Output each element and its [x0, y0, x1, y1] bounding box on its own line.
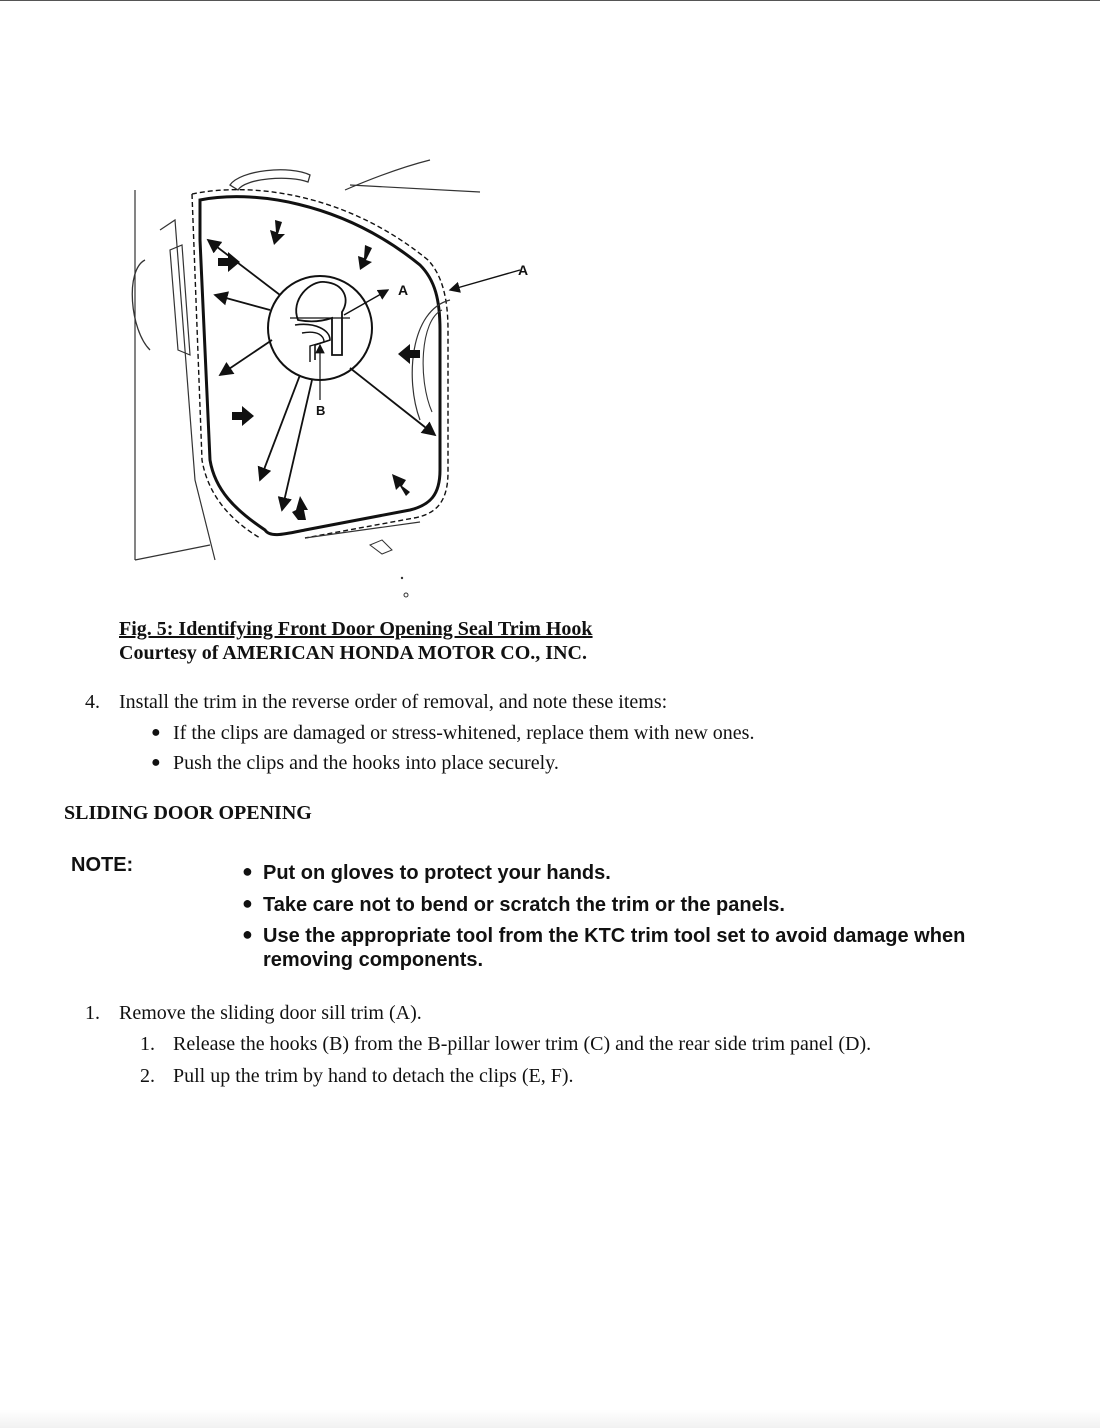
- step-4: [70, 690, 1070, 714]
- bullet-dot: ●: [242, 893, 253, 913]
- bullet-dot: ●: [151, 754, 161, 771]
- bullet-dot: ●: [151, 724, 161, 741]
- label-a-outer: A: [518, 262, 529, 278]
- note-item: Put on gloves to protect your hands.: [263, 862, 611, 884]
- bullet-dot: ●: [242, 924, 253, 944]
- step-text: Install the trim in the reverse order of removal, and note these items:: [119, 691, 668, 713]
- figure-caption-title: Fig. 5: Identifying Front Door Opening Seal Trim Hook: [119, 618, 593, 640]
- list-item: If the clips are damaged or stress-whitened, replace them with new ones.: [173, 722, 755, 744]
- top-border-line: [0, 0, 1100, 1]
- door-opening-seal-illustration: [120, 150, 560, 610]
- note-item: Take care not to bend or scratch the trim or the panels.: [263, 894, 785, 916]
- substep-number: 2.: [140, 1065, 155, 1087]
- label-b: B: [316, 403, 326, 418]
- step-number: 4.: [85, 691, 100, 713]
- note-label: NOTE:: [71, 854, 134, 876]
- bullet-dot: ●: [242, 861, 253, 881]
- substep-number: 1.: [140, 1033, 155, 1055]
- substep: [125, 1032, 1085, 1056]
- step-1: [70, 1001, 1070, 1025]
- list-item: Push the clips and the hooks into place securely.: [173, 752, 559, 774]
- page-bottom-edge: [0, 1410, 1100, 1428]
- substep: [125, 1064, 1085, 1088]
- label-a-inner: A: [398, 282, 409, 298]
- figure-caption-courtesy: Courtesy of AMERICAN HONDA MOTOR CO., INC.: [119, 642, 587, 664]
- section-heading: SLIDING DOOR OPENING: [64, 802, 312, 824]
- substep-text: Release the hooks (B) from the B-pillar lower trim (C) and the rear side trim panel (D).: [173, 1033, 872, 1055]
- step-number: 1.: [85, 1002, 100, 1024]
- figure-caption: [119, 617, 593, 665]
- substep-text: Pull up the trim by hand to detach the clips (E, F).: [173, 1065, 574, 1087]
- step-text: Remove the sliding door sill trim (A).: [119, 1002, 422, 1024]
- note-item: Use the appropriate tool from the KTC trim tool set to avoid damage when removing components.: [263, 925, 966, 971]
